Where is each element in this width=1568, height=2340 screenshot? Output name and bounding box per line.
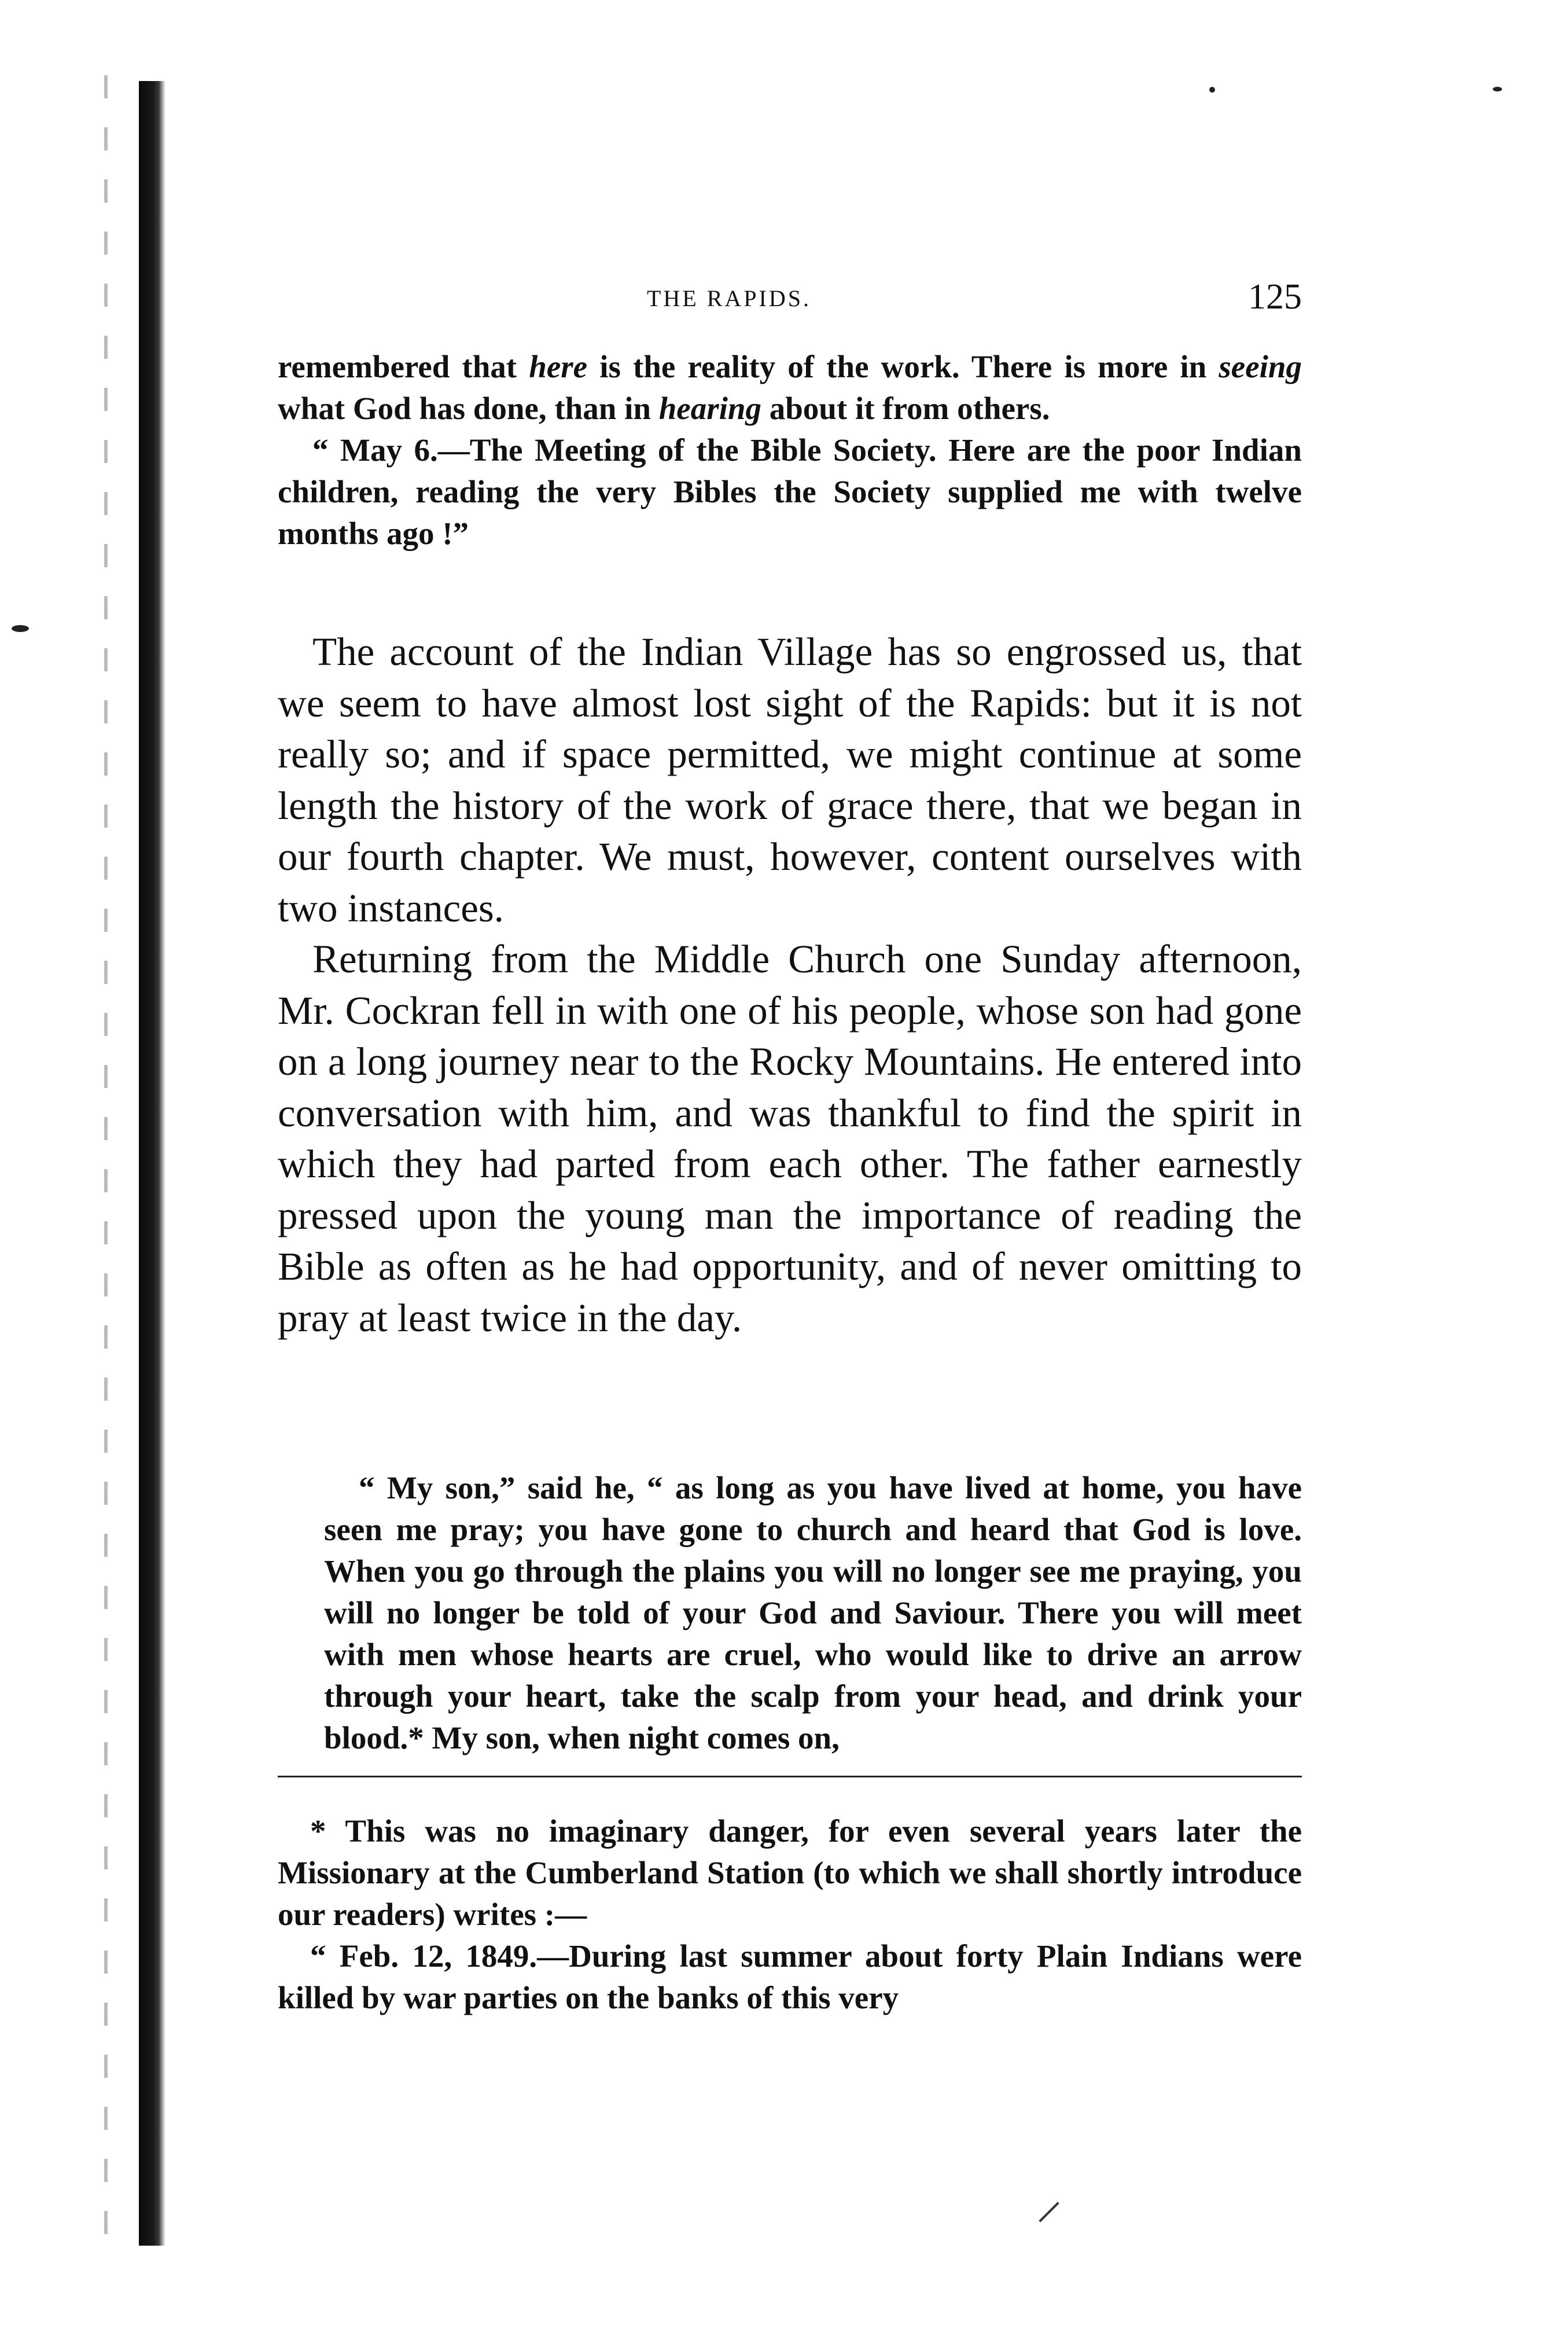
- text-run: what God has done, than in: [278, 391, 659, 426]
- footnote-paragraph: “ Feb. 12, 1849.—During last summer about forty Plain Indians were killed by war parties on the banks of this very: [278, 1938, 1302, 2015]
- scan-speck: [12, 625, 29, 632]
- footnote: [278, 1810, 1302, 2019]
- page-gutter-marks: [104, 75, 108, 2251]
- scan-speck: [1493, 87, 1502, 91]
- running-head: [278, 277, 1302, 317]
- footnote-paragraph: * This was no imaginary danger, for even several years later the Missionary at the Cumberland Station (to which we shall shortly introduce our readers) writes :—: [278, 1813, 1302, 1932]
- emphasis-seeing: seeing: [1219, 349, 1302, 384]
- journal-entry-may-6: “ May 6.—The Meeting of the Bible Society. Here are the poor Indian children, reading the very Bibles the Society supplied me with twelve months ago !”: [278, 432, 1302, 551]
- text-run: is the reality of the work. There is more in: [587, 349, 1219, 384]
- footnote-divider: [278, 1776, 1302, 1777]
- book-page: [278, 0, 1302, 2340]
- body-paragraph: Returning from the Middle Church one Sunday afternoon, Mr. Cockran fell in with one of his people, whose son had gone on a long journey near to the Rocky Mountains. He entered into conversation with him, and was thankful to find the spirit in which they had parted from each other. The father earnestly pressed upon the young man the importance of reading the Bible as often as he had opportunity, and of never omitting to pray at least twice in the day.: [278, 937, 1302, 1340]
- journal-paragraph: [278, 346, 1302, 429]
- book-binding-shadow: [139, 81, 165, 2246]
- body-paragraph: The account of the Indian Village has so engrossed us, that we seem to have almost lost sight of the Rapids: but it is not really so; and if space permitted, we might continue at some length the history of the work of grace there, that we began in our fourth chapter. We must, however, content ourselves with two instances.: [278, 630, 1302, 930]
- block-quote: [324, 1467, 1302, 1759]
- text-run: remembered that: [278, 349, 529, 384]
- text-run: about it from others.: [761, 391, 1050, 426]
- quote-paragraph: “ My son,” said he, “ as long as you have lived at home, you have seen me pray; you have gone to church and heard that God is love. When you go through the plains you will no longer see me praying, you will no longer be told of your God and Saviour. There you will meet with men whose hearts are cruel, who would like to drive an arrow through your heart, take the scalp from your head, and drink your blood.* My son, when night comes on,: [324, 1470, 1302, 1755]
- page-number: 125: [1248, 277, 1302, 317]
- journal-excerpt: [278, 346, 1302, 554]
- running-head-title: THE RAPIDS.: [646, 285, 812, 311]
- emphasis-hearing: hearing: [658, 391, 761, 426]
- main-text: [278, 626, 1302, 1343]
- emphasis-here: here: [529, 349, 588, 384]
